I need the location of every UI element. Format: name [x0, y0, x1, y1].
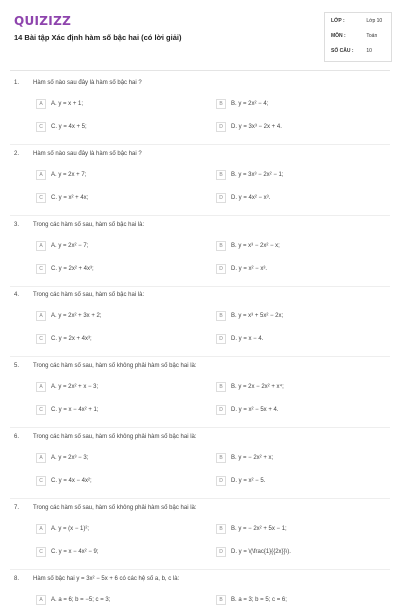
answer-option[interactable]: [216, 170, 284, 180]
option-letter-box: A: [36, 524, 46, 534]
option-text: B. y = − 2x² + 5x − 1;: [231, 525, 287, 532]
answer-option[interactable]: [36, 382, 98, 392]
answer-option[interactable]: [36, 476, 92, 486]
question-text: Hàm số bậc hai y = 3x² − 5x + 6 có các hệ số a, b, c là:: [33, 575, 180, 582]
info-value: Toán: [366, 33, 378, 39]
option-text: A. y = 2x² + x − 3;: [51, 384, 99, 391]
option-letter-box: C: [36, 193, 46, 203]
option-text: B. y = x³ − 2x² − x;: [231, 242, 280, 249]
option-text: C. y = 2x + 4x³;: [51, 336, 92, 343]
document-header: [0, 0, 400, 70]
option-letter-box: A: [36, 241, 46, 251]
option-letter-box: B: [216, 595, 226, 605]
answer-option[interactable]: [216, 524, 287, 534]
answer-option[interactable]: [216, 334, 263, 344]
header-divider: [10, 70, 390, 71]
option-text: B. a = 3; b = 5; c = 6;: [231, 596, 287, 603]
option-text: B. y = − 2x² + x;: [231, 455, 274, 461]
answer-option[interactable]: [36, 405, 99, 415]
option-text: A. y = (x − 1)²;: [51, 525, 90, 532]
answer-option[interactable]: [36, 453, 88, 463]
answer-option[interactable]: [36, 547, 99, 557]
option-letter-box: B: [216, 524, 226, 534]
answer-option[interactable]: [216, 382, 284, 392]
option-letter-box: B: [216, 241, 226, 251]
answer-option[interactable]: [216, 453, 273, 463]
answer-option[interactable]: [36, 122, 87, 132]
answer-option[interactable]: [36, 241, 88, 251]
question-text: Hàm số nào sau đây là hàm số bậc hai ?: [33, 80, 142, 86]
option-letter-box: C: [36, 122, 46, 132]
question-text: Trong các hàm số sau, hàm số bậc hai là:: [33, 292, 145, 299]
question-text: Trong các hàm số sau, hàm số không phải hàm số bậc hai là:: [33, 363, 197, 370]
option-text: A. a = 6; b = −5; c = 3;: [51, 596, 111, 603]
answer-option[interactable]: [36, 264, 94, 274]
info-row-count: [331, 48, 372, 54]
option-letter-box: A: [36, 311, 46, 321]
option-text: A. y = 2x² + 3x + 2;: [51, 313, 102, 320]
question-text: Trong các hàm số sau, hàm số không phải hàm số bậc hai là:: [33, 434, 197, 440]
option-text: D. y = x² − 5x + 4.: [231, 407, 279, 414]
question-number: 4.: [14, 292, 20, 299]
option-letter-box: A: [36, 382, 46, 392]
question-separator: [10, 144, 390, 145]
answer-option[interactable]: [216, 311, 283, 321]
option-letter-box: D: [216, 405, 226, 415]
option-letter-box: A: [36, 453, 46, 463]
answer-option[interactable]: [216, 99, 268, 109]
option-text: B. y = 2x − 2x² + x⁴;: [231, 384, 284, 391]
option-text: D. y = x² − 5.: [231, 478, 266, 484]
info-box: [324, 12, 392, 62]
option-letter-box: C: [36, 476, 46, 486]
option-text: C. y = 4x + 5;: [51, 124, 87, 130]
answer-option[interactable]: [216, 405, 279, 415]
info-label: MÔN :: [331, 33, 346, 39]
question-number: 3.: [14, 221, 20, 228]
option-text: D. y = 3x³ − 2x + 4.: [231, 124, 282, 130]
option-text: B. y = 2x² − 4;: [231, 101, 269, 107]
option-text: D. y = 4x² − x³.: [231, 194, 271, 201]
option-text: A. y = x + 1;: [51, 101, 84, 107]
option-text: A. y = 2x³ − 3;: [51, 455, 89, 461]
page-title: 14 Bài tập Xác định hàm số bậc hai (có lời giải): [14, 33, 182, 42]
question-separator: [10, 498, 390, 499]
option-text: D. y = x² − x³.: [231, 265, 268, 272]
question-text: Trong các hàm số sau, hàm số bậc hai là:: [33, 221, 145, 228]
option-letter-box: D: [216, 476, 226, 486]
option-letter-box: C: [36, 334, 46, 344]
answer-option[interactable]: [216, 122, 282, 132]
option-letter-box: C: [36, 405, 46, 415]
question-text: Hàm số nào sau đây là hàm số bậc hai ?: [33, 150, 142, 157]
option-letter-box: D: [216, 193, 226, 203]
option-letter-box: B: [216, 170, 226, 180]
option-letter-box: C: [36, 547, 46, 557]
option-letter-box: D: [216, 264, 226, 274]
option-text: C. y = 2x² + 4x³;: [51, 265, 94, 272]
answer-option[interactable]: [36, 99, 83, 109]
option-letter-box: B: [216, 311, 226, 321]
option-letter-box: B: [216, 453, 226, 463]
option-letter-box: A: [36, 595, 46, 605]
info-label: LỚP :: [331, 18, 345, 24]
answer-option[interactable]: [216, 547, 291, 557]
answer-option[interactable]: [216, 476, 265, 486]
answer-option[interactable]: [216, 241, 280, 251]
info-value: 10: [366, 48, 372, 54]
question-number: 8.: [14, 575, 20, 582]
option-letter-box: D: [216, 122, 226, 132]
option-letter-box: D: [216, 334, 226, 344]
answer-option[interactable]: [216, 193, 270, 203]
option-text: C. y = x² + 4x;: [51, 194, 89, 201]
answer-option[interactable]: [36, 311, 102, 321]
question-separator: [10, 427, 390, 428]
option-text: B. y = 3x³ − 2x² − 1;: [231, 171, 284, 178]
question-separator: [10, 215, 390, 216]
option-letter-box: A: [36, 170, 46, 180]
quizizz-logo: QUIZIZZ: [14, 14, 72, 28]
answer-option[interactable]: [36, 193, 88, 203]
question-number: 2.: [14, 150, 20, 157]
answer-option[interactable]: [36, 334, 92, 344]
question-number: 7.: [14, 504, 20, 511]
question-number: 5.: [14, 363, 20, 370]
question-text: Trong các hàm số sau, hàm số không phải hàm số bậc hai là:: [33, 504, 197, 511]
option-text: C. y = x − 4x² + 1;: [51, 407, 99, 414]
info-row-class: [331, 18, 382, 24]
option-text: A. y = 2x² − 7;: [51, 242, 89, 249]
question-separator: [10, 286, 390, 287]
option-text: A. y = 2x + 7;: [51, 171, 87, 178]
option-text: B. y = x³ + 5x² − 2x;: [231, 313, 284, 320]
info-row-subject: [331, 33, 377, 39]
question-separator: [10, 569, 390, 570]
option-letter-box: C: [36, 264, 46, 274]
option-letter-box: B: [216, 382, 226, 392]
question-number: 6.: [14, 434, 20, 440]
option-text: C. y = x − 4x² − 9;: [51, 548, 99, 555]
option-letter-box: B: [216, 99, 226, 109]
option-letter-box: A: [36, 99, 46, 109]
answer-option[interactable]: [36, 170, 86, 180]
option-text: D. y = \(\frac{1}{{2x}}\).: [231, 548, 291, 555]
info-label: SỐ CÂU :: [331, 48, 354, 54]
option-text: C. y = 4x − 4x²;: [51, 478, 92, 484]
question-separator: [10, 356, 390, 357]
answer-option[interactable]: [36, 524, 89, 534]
info-value: Lớp 10: [366, 18, 383, 24]
question-number: 1.: [14, 80, 20, 86]
option-letter-box: D: [216, 547, 226, 557]
answer-option[interactable]: [216, 264, 267, 274]
option-text: D. y = x − 4.: [231, 336, 264, 343]
